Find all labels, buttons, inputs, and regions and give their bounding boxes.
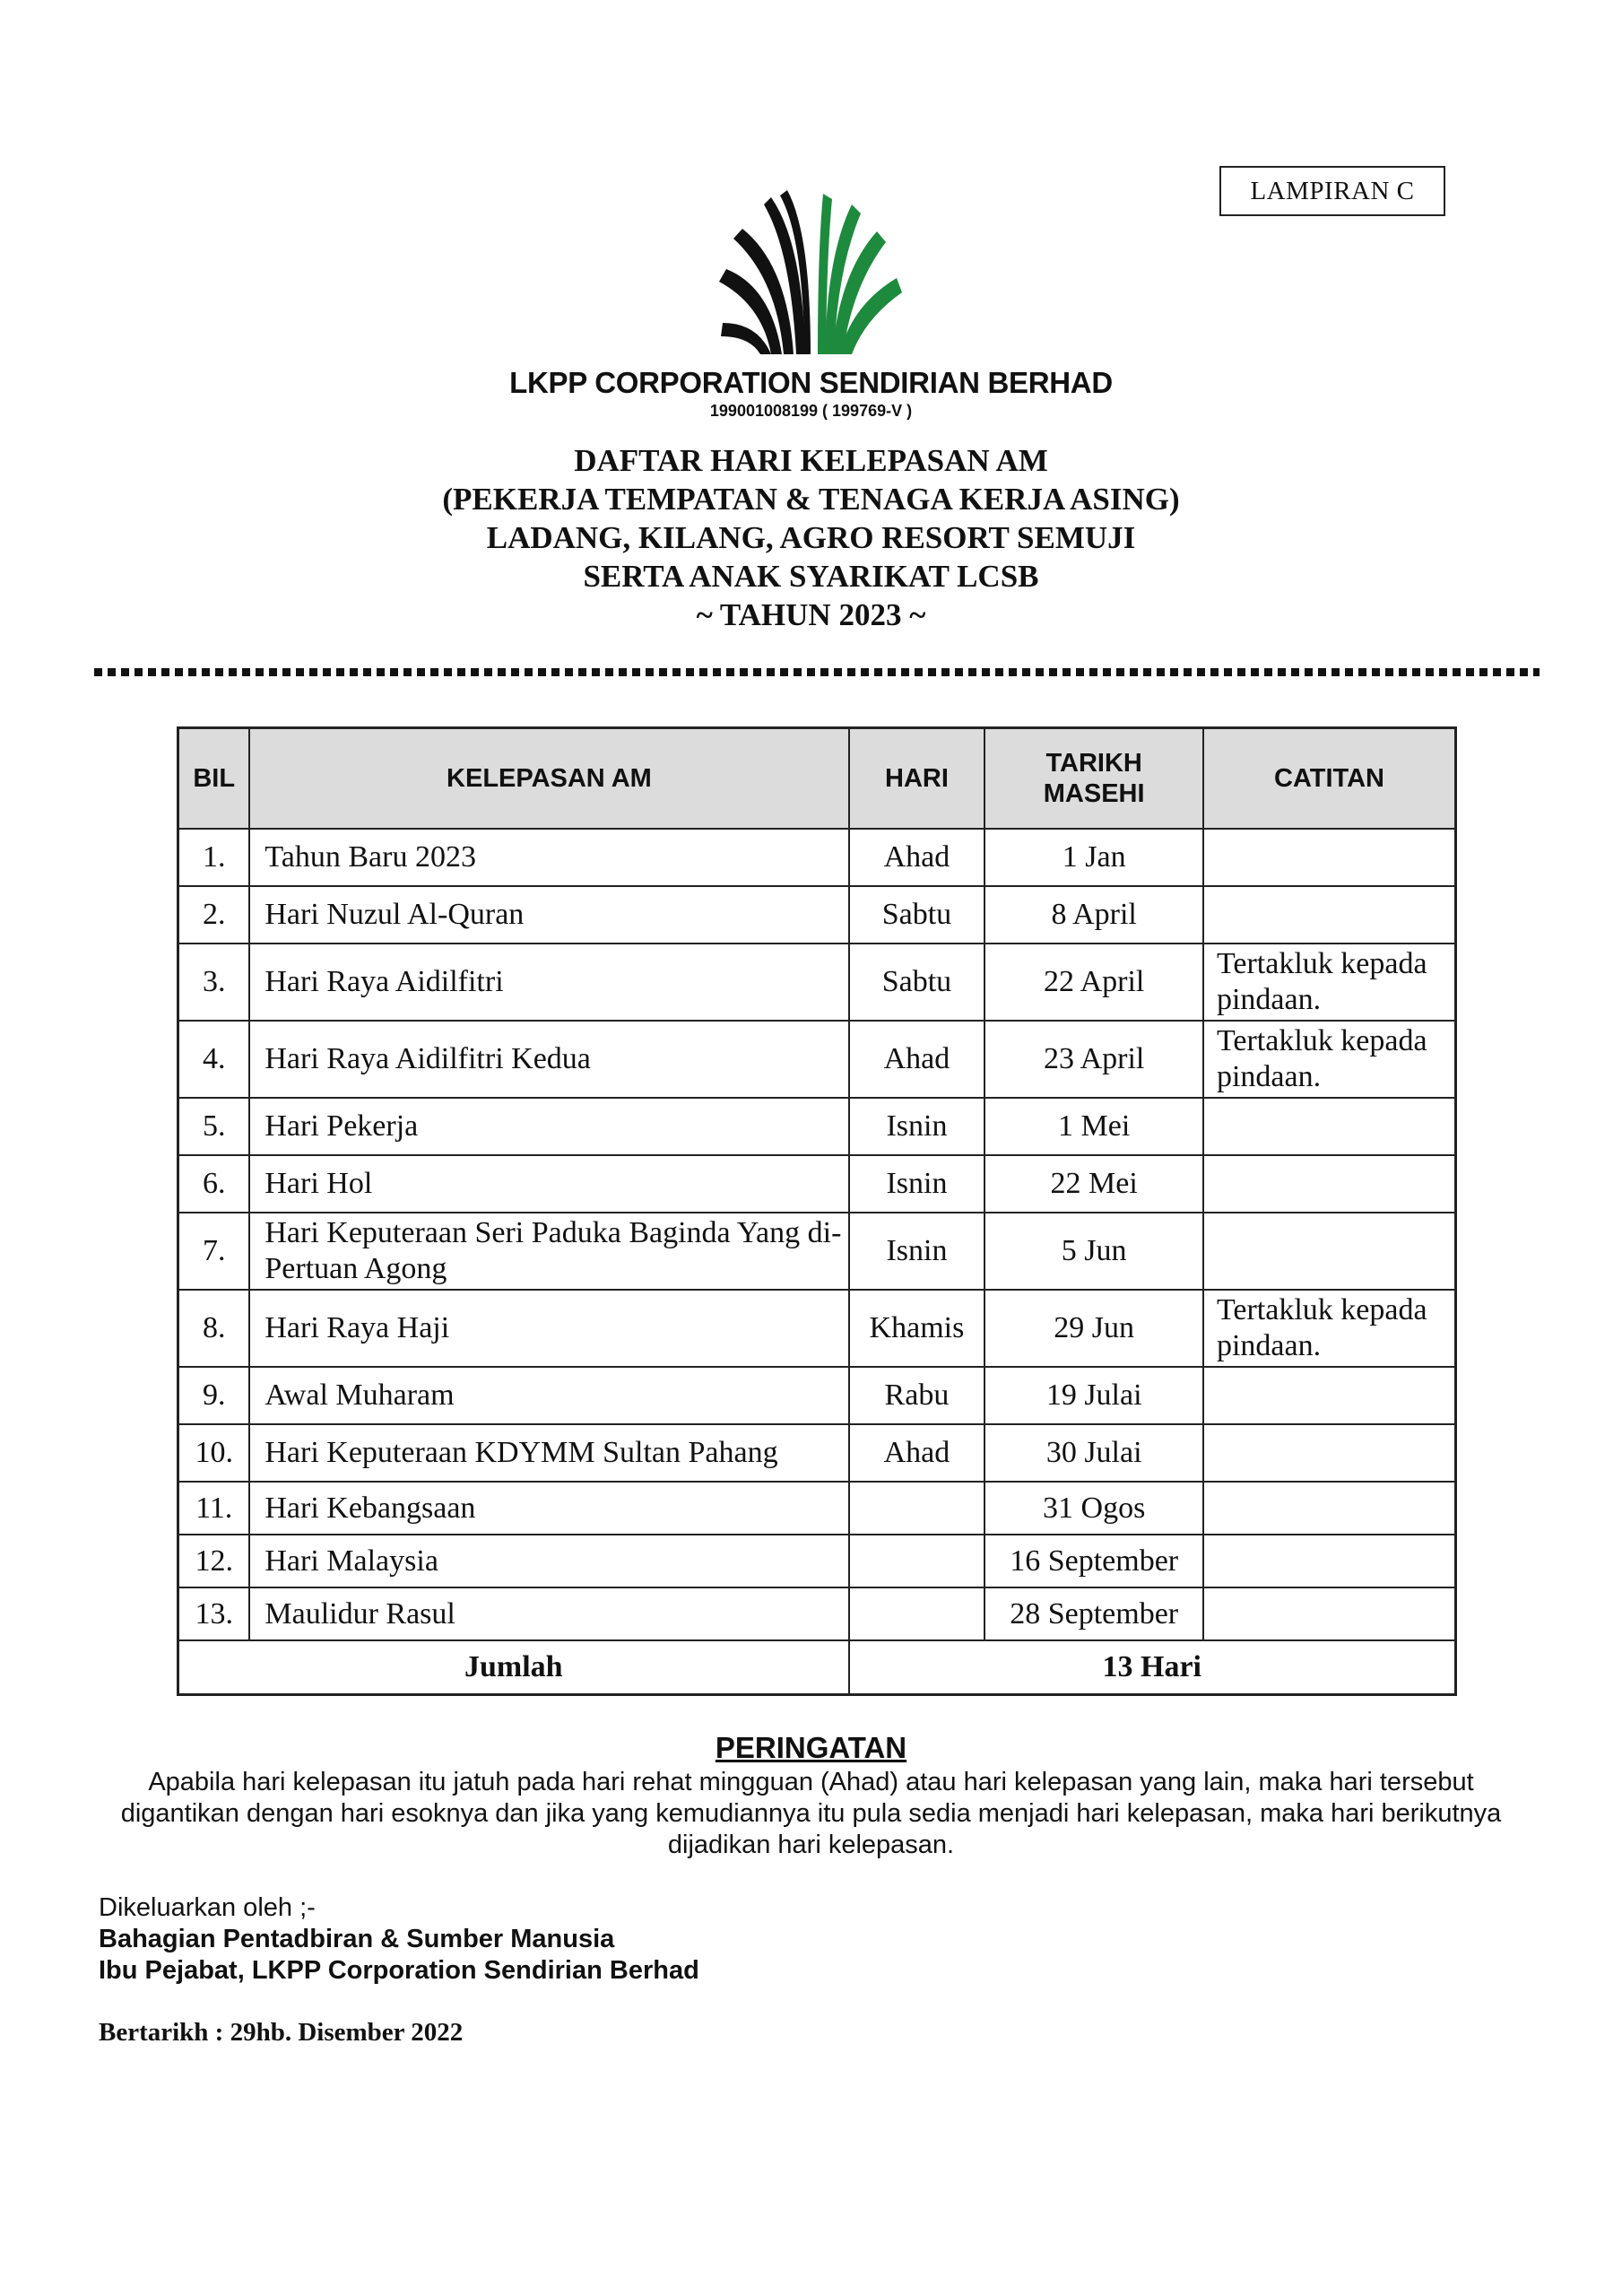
title-line-5: ~ TAHUN 2023 ~ bbox=[696, 597, 926, 632]
dotted-divider bbox=[94, 668, 1540, 676]
cell-kelepasan: Hari Pekerja bbox=[249, 1098, 848, 1155]
issue-date: Bertarikh : 29hb. Disember 2022 bbox=[99, 2018, 464, 2047]
cell-hari bbox=[849, 1482, 985, 1535]
header-tarikh-line-2: MASEHI bbox=[1043, 779, 1145, 808]
cell-catitan: Tertakluk kepada pindaan. bbox=[1203, 1021, 1456, 1098]
cell-bil: 4. bbox=[178, 1021, 250, 1098]
cell-catitan bbox=[1203, 1587, 1456, 1640]
table-row bbox=[178, 1290, 1456, 1367]
issued-by-block bbox=[99, 1892, 699, 1987]
cell-bil: 7. bbox=[178, 1213, 250, 1290]
cell-bil: 2. bbox=[178, 886, 250, 944]
cell-tarikh: 31 Ogos bbox=[984, 1482, 1203, 1535]
cell-catitan: Tertakluk kepada pindaan. bbox=[1203, 1290, 1456, 1367]
cell-tarikh: 19 Julai bbox=[984, 1367, 1203, 1424]
document-title bbox=[0, 441, 1622, 634]
table-row bbox=[178, 829, 1456, 886]
table-row bbox=[178, 1482, 1456, 1535]
table-row bbox=[178, 886, 1456, 944]
cell-kelepasan: Hari Malaysia bbox=[249, 1535, 848, 1587]
cell-catitan: Tertakluk kepada pindaan. bbox=[1203, 944, 1456, 1021]
cell-bil: 1. bbox=[178, 829, 250, 886]
cell-tarikh: 30 Julai bbox=[984, 1424, 1203, 1482]
cell-kelepasan: Hari Keputeraan Seri Paduka Baginda Yang di-Pertuan Agong bbox=[249, 1213, 848, 1290]
table-row bbox=[178, 1587, 1456, 1640]
cell-hari: Isnin bbox=[849, 1098, 985, 1155]
peringatan-title: PERINGATAN bbox=[715, 1731, 907, 1764]
peringatan-body: Apabila hari kelepasan itu jatuh pada hari rehat mingguan (Ahad) atau hari kelepasan yang lain, maka hari tersebut digantikan dengan hari esoknya dan jika yang kemudiannya itu pula sedia menjadi hari kelepasan, maka hari berikutnya dijadikan hari kelepasan. bbox=[120, 1768, 1502, 1859]
cell-tarikh: 5 Jun bbox=[984, 1213, 1203, 1290]
cell-bil: 11. bbox=[178, 1482, 250, 1535]
table-row bbox=[178, 1098, 1456, 1155]
cell-tarikh: 8 April bbox=[984, 886, 1203, 944]
cell-catitan bbox=[1203, 829, 1456, 886]
cell-catitan bbox=[1203, 1482, 1456, 1535]
header-kelepasan: KELEPASAN AM bbox=[249, 728, 848, 830]
total-row bbox=[178, 1640, 1456, 1695]
cell-hari: Ahad bbox=[849, 829, 985, 886]
total-label: Jumlah bbox=[178, 1640, 849, 1695]
cell-kelepasan: Awal Muharam bbox=[249, 1367, 848, 1424]
cell-kelepasan: Hari Kebangsaan bbox=[249, 1482, 848, 1535]
cell-kelepasan: Tahun Baru 2023 bbox=[249, 829, 848, 886]
issued-by-department: Bahagian Pentadbiran & Sumber Manusia bbox=[99, 1925, 615, 1953]
cell-kelepasan: Maulidur Rasul bbox=[249, 1587, 848, 1640]
table-row bbox=[178, 1535, 1456, 1587]
cell-catitan bbox=[1203, 1213, 1456, 1290]
cell-kelepasan: Hari Raya Haji bbox=[249, 1290, 848, 1367]
cell-tarikh: 1 Mei bbox=[984, 1098, 1203, 1155]
holiday-table bbox=[177, 726, 1457, 1696]
issued-by-office: Ibu Pejabat, LKPP Corporation Sendirian Berhad bbox=[99, 1956, 699, 1985]
cell-hari: Isnin bbox=[849, 1155, 985, 1213]
cell-tarikh: 23 April bbox=[984, 1021, 1203, 1098]
company-name: LKPP CORPORATION SENDIRIAN BERHAD bbox=[509, 366, 1113, 399]
cell-bil: 3. bbox=[178, 944, 250, 1021]
cell-bil: 12. bbox=[178, 1535, 250, 1587]
cell-hari: Khamis bbox=[849, 1290, 985, 1367]
cell-bil: 5. bbox=[178, 1098, 250, 1155]
cell-catitan bbox=[1203, 1367, 1456, 1424]
cell-kelepasan: Hari Keputeraan KDYMM Sultan Pahang bbox=[249, 1424, 848, 1482]
header-tarikh-line-1: TARIKH bbox=[1045, 749, 1142, 778]
cell-kelepasan: Hari Hol bbox=[249, 1155, 848, 1213]
cell-catitan bbox=[1203, 1535, 1456, 1587]
title-line-1: DAFTAR HARI KELEPASAN AM bbox=[574, 443, 1048, 478]
cell-kelepasan: Hari Raya Aidilfitri Kedua bbox=[249, 1021, 848, 1098]
cell-bil: 6. bbox=[178, 1155, 250, 1213]
cell-hari: Rabu bbox=[849, 1367, 985, 1424]
cell-kelepasan: Hari Raya Aidilfitri bbox=[249, 944, 848, 1021]
cell-hari bbox=[849, 1535, 985, 1587]
cell-hari: Sabtu bbox=[849, 944, 985, 1021]
cell-tarikh: 16 September bbox=[984, 1535, 1203, 1587]
table-row bbox=[178, 1213, 1456, 1290]
table-row bbox=[178, 1367, 1456, 1424]
cell-catitan bbox=[1203, 1155, 1456, 1213]
cell-kelepasan: Hari Nuzul Al-Quran bbox=[249, 886, 848, 944]
cell-catitan bbox=[1203, 1424, 1456, 1482]
cell-tarikh: 1 Jan bbox=[984, 829, 1203, 886]
title-line-3: LADANG, KILANG, AGRO RESORT SEMUJI bbox=[486, 520, 1136, 555]
cell-catitan bbox=[1203, 1098, 1456, 1155]
cell-tarikh: 22 April bbox=[984, 944, 1203, 1021]
issued-by-label: Dikeluarkan oleh ;- bbox=[99, 1893, 316, 1922]
header-tarikh bbox=[984, 728, 1203, 830]
cell-tarikh: 29 Jun bbox=[984, 1290, 1203, 1367]
cell-bil: 9. bbox=[178, 1367, 250, 1424]
lkpp-leaf-logo-icon bbox=[717, 188, 906, 359]
cell-hari: Isnin bbox=[849, 1213, 985, 1290]
cell-tarikh: 22 Mei bbox=[984, 1155, 1203, 1213]
company-reg-no: 199001008199 ( 199769-V ) bbox=[709, 402, 913, 420]
lampiran-label: LAMPIRAN C bbox=[1219, 166, 1445, 216]
table-row bbox=[178, 944, 1456, 1021]
title-line-4: SERTA ANAK SYARIKAT LCSB bbox=[583, 559, 1039, 594]
cell-bil: 13. bbox=[178, 1587, 250, 1640]
table-row bbox=[178, 1424, 1456, 1482]
header-hari: HARI bbox=[849, 728, 985, 830]
cell-hari: Sabtu bbox=[849, 886, 985, 944]
cell-hari: Ahad bbox=[849, 1021, 985, 1098]
cell-hari bbox=[849, 1587, 985, 1640]
header-catitan: CATITAN bbox=[1203, 728, 1456, 830]
cell-bil: 10. bbox=[178, 1424, 250, 1482]
header-bil: BIL bbox=[178, 728, 250, 830]
cell-bil: 8. bbox=[178, 1290, 250, 1367]
title-line-2: (PEKERJA TEMPATAN & TENAGA KERJA ASING) bbox=[442, 482, 1180, 517]
total-value: 13 Hari bbox=[849, 1640, 1456, 1695]
cell-catitan bbox=[1203, 886, 1456, 944]
table-header-row bbox=[178, 728, 1456, 830]
table-row bbox=[178, 1155, 1456, 1213]
cell-hari: Ahad bbox=[849, 1424, 985, 1482]
table-row bbox=[178, 1021, 1456, 1098]
cell-tarikh: 28 September bbox=[984, 1587, 1203, 1640]
